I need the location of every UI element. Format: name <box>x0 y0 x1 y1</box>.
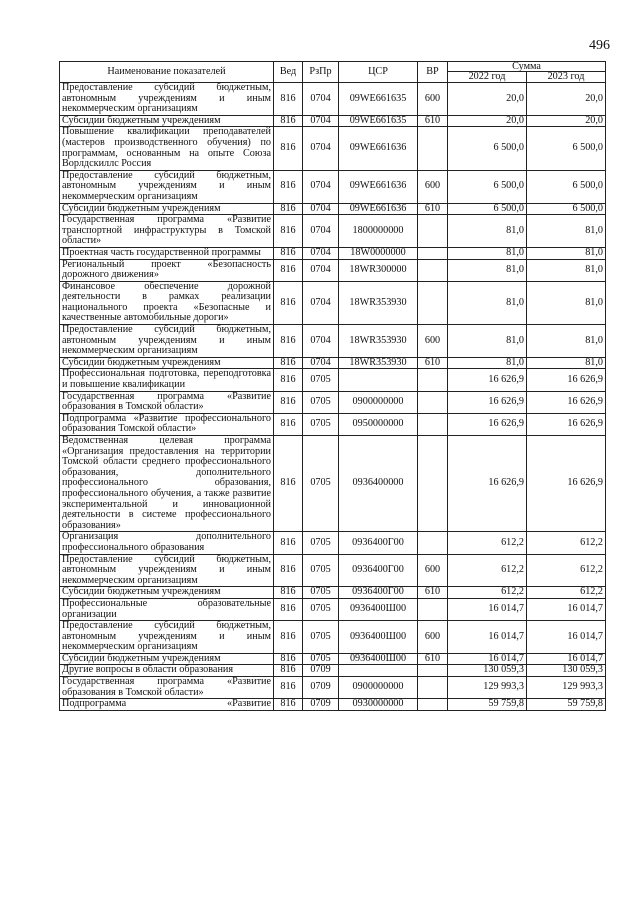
table-row <box>60 215 606 248</box>
cell-vr: 610 <box>418 653 448 665</box>
cell-csr: 0936400Ш00 <box>339 598 418 620</box>
cell-vr: 600 <box>418 554 448 587</box>
cell-vr: 600 <box>418 170 448 203</box>
cell-name: Субсидии бюджетным учреждениям <box>60 203 274 215</box>
cell-rzpr: 0709 <box>303 665 339 677</box>
cell-csr: 0930000000 <box>339 699 418 711</box>
cell-ved: 816 <box>274 115 303 127</box>
cell-sum-2022: 16 014,7 <box>448 598 527 620</box>
table-row <box>60 391 606 413</box>
cell-name: Повышение квалификации преподавателей (мастеров производственного обучения) по программам, основанным на опыте Союза Ворлдскиллс Россия <box>60 127 274 170</box>
cell-vr <box>418 665 448 677</box>
cell-sum-2022: 130 059,3 <box>448 665 527 677</box>
cell-sum-2022: 16 626,9 <box>448 391 527 413</box>
cell-rzpr: 0704 <box>303 215 339 248</box>
cell-name: Предоставление субсидий бюджетным, автономным учреждениям и иным некоммерческим организациям <box>60 621 274 654</box>
cell-ved: 816 <box>274 391 303 413</box>
cell-ved: 816 <box>274 436 303 532</box>
table-row <box>60 325 606 358</box>
cell-sum-2022: 16 014,7 <box>448 621 527 654</box>
header-rzpr: РзПр <box>303 62 339 83</box>
header-csr: ЦСР <box>339 62 418 83</box>
cell-sum-2023: 16 626,9 <box>527 391 606 413</box>
cell-rzpr: 0704 <box>303 127 339 170</box>
cell-name: Региональный проект «Безопасность дорожного движения» <box>60 259 274 281</box>
cell-sum-2023: 6 500,0 <box>527 203 606 215</box>
cell-ved: 816 <box>274 653 303 665</box>
cell-sum-2022: 16 626,9 <box>448 369 527 391</box>
table-row <box>60 83 606 116</box>
cell-ved: 816 <box>274 203 303 215</box>
table-row <box>60 554 606 587</box>
cell-ved: 816 <box>274 357 303 369</box>
cell-name: Предоставление субсидий бюджетным, автономным учреждениям и иным некоммерческим организациям <box>60 83 274 116</box>
cell-vr <box>418 281 448 324</box>
cell-ved: 816 <box>274 621 303 654</box>
cell-name: Финансовое обеспечение дорожной деятельности в рамках реализации национального проекта «Безопасные и качественные автомобильные дороги» <box>60 281 274 324</box>
table-header <box>60 62 606 83</box>
header-year-2022: 2022 год <box>448 72 527 83</box>
cell-vr <box>418 532 448 554</box>
table-row <box>60 587 606 599</box>
cell-ved: 816 <box>274 127 303 170</box>
cell-sum-2023: 16 626,9 <box>527 369 606 391</box>
cell-vr <box>418 436 448 532</box>
cell-name: Подпрограмма «Развитие профессионального образования Томской области» <box>60 413 274 435</box>
cell-rzpr: 0704 <box>303 170 339 203</box>
table-row <box>60 413 606 435</box>
cell-rzpr: 0704 <box>303 115 339 127</box>
cell-csr <box>339 665 418 677</box>
cell-sum-2022: 20,0 <box>448 115 527 127</box>
cell-ved: 816 <box>274 598 303 620</box>
cell-name: Субсидии бюджетным учреждениям <box>60 587 274 599</box>
cell-ved: 816 <box>274 215 303 248</box>
cell-sum-2022: 612,2 <box>448 587 527 599</box>
cell-vr <box>418 598 448 620</box>
cell-vr <box>418 413 448 435</box>
table-row <box>60 247 606 259</box>
cell-csr: 09WE661636 <box>339 127 418 170</box>
cell-sum-2023: 81,0 <box>527 215 606 248</box>
cell-csr: 09WE661636 <box>339 203 418 215</box>
cell-csr: 1800000000 <box>339 215 418 248</box>
table-body <box>60 83 606 711</box>
cell-rzpr: 0705 <box>303 532 339 554</box>
cell-sum-2023: 20,0 <box>527 83 606 116</box>
cell-sum-2022: 81,0 <box>448 325 527 358</box>
page-number: 496 <box>589 38 610 53</box>
cell-sum-2023: 81,0 <box>527 281 606 324</box>
cell-name: Государственная программа «Развитие транспортной инфраструктуры в Томской области» <box>60 215 274 248</box>
table-row <box>60 115 606 127</box>
table-row <box>60 665 606 677</box>
cell-rzpr: 0705 <box>303 598 339 620</box>
cell-csr: 0900000000 <box>339 391 418 413</box>
cell-ved: 816 <box>274 665 303 677</box>
header-ved: Вед <box>274 62 303 83</box>
cell-sum-2023: 81,0 <box>527 259 606 281</box>
table-row <box>60 369 606 391</box>
table-row <box>60 281 606 324</box>
cell-sum-2023: 81,0 <box>527 357 606 369</box>
cell-rzpr: 0705 <box>303 413 339 435</box>
table-row <box>60 259 606 281</box>
cell-rzpr: 0704 <box>303 281 339 324</box>
cell-csr: 0936400Ш00 <box>339 653 418 665</box>
cell-name: Ведомственная целевая программа «Организация предоставления на территории Томской области среднего профессионального образования, дополнительного профессионального образования, профессионального обучения, а также развитие экспериментальной и инновационной деятельности в системе профессионального образования» <box>60 436 274 532</box>
cell-ved: 816 <box>274 281 303 324</box>
cell-rzpr: 0704 <box>303 259 339 281</box>
cell-vr: 610 <box>418 203 448 215</box>
cell-sum-2022: 81,0 <box>448 281 527 324</box>
cell-csr: 09WE661635 <box>339 115 418 127</box>
cell-sum-2023: 612,2 <box>527 532 606 554</box>
cell-vr <box>418 127 448 170</box>
cell-rzpr: 0704 <box>303 357 339 369</box>
cell-sum-2022: 20,0 <box>448 83 527 116</box>
table-row <box>60 170 606 203</box>
cell-csr: 09WE661635 <box>339 83 418 116</box>
cell-name: Государственная программа «Развитие образования в Томской области» <box>60 677 274 699</box>
cell-rzpr: 0709 <box>303 699 339 711</box>
cell-csr: 09WE661636 <box>339 170 418 203</box>
cell-csr: 0950000000 <box>339 413 418 435</box>
cell-csr: 0936400000 <box>339 436 418 532</box>
cell-vr: 610 <box>418 357 448 369</box>
cell-sum-2023: 81,0 <box>527 325 606 358</box>
cell-name: Субсидии бюджетным учреждениям <box>60 653 274 665</box>
header-vr: ВР <box>418 62 448 83</box>
cell-vr <box>418 699 448 711</box>
cell-vr <box>418 677 448 699</box>
cell-sum-2023: 16 626,9 <box>527 436 606 532</box>
cell-ved: 816 <box>274 259 303 281</box>
table-row <box>60 621 606 654</box>
cell-sum-2022: 129 993,3 <box>448 677 527 699</box>
cell-rzpr: 0705 <box>303 621 339 654</box>
cell-name: Профессиональные образовательные организации <box>60 598 274 620</box>
cell-ved: 816 <box>274 325 303 358</box>
cell-csr: 18WR353930 <box>339 357 418 369</box>
cell-csr: 0936400Г00 <box>339 532 418 554</box>
cell-sum-2022: 6 500,0 <box>448 127 527 170</box>
cell-sum-2022: 16 626,9 <box>448 436 527 532</box>
cell-vr: 600 <box>418 325 448 358</box>
cell-csr: 0936400Г00 <box>339 554 418 587</box>
table-row <box>60 532 606 554</box>
cell-rzpr: 0705 <box>303 391 339 413</box>
cell-sum-2022: 612,2 <box>448 532 527 554</box>
cell-sum-2023: 6 500,0 <box>527 170 606 203</box>
cell-sum-2023: 81,0 <box>527 247 606 259</box>
cell-sum-2022: 81,0 <box>448 259 527 281</box>
cell-sum-2023: 612,2 <box>527 554 606 587</box>
cell-csr <box>339 369 418 391</box>
cell-sum-2023: 130 059,3 <box>527 665 606 677</box>
cell-csr: 0936400Г00 <box>339 587 418 599</box>
cell-vr <box>418 259 448 281</box>
cell-csr: 0900000000 <box>339 677 418 699</box>
cell-name: Другие вопросы в области образования <box>60 665 274 677</box>
cell-rzpr: 0705 <box>303 653 339 665</box>
cell-vr <box>418 391 448 413</box>
cell-rzpr: 0704 <box>303 203 339 215</box>
cell-sum-2022: 59 759,8 <box>448 699 527 711</box>
cell-ved: 816 <box>274 369 303 391</box>
cell-ved: 816 <box>274 170 303 203</box>
cell-ved: 816 <box>274 247 303 259</box>
cell-sum-2022: 6 500,0 <box>448 170 527 203</box>
cell-name: Предоставление субсидий бюджетным, автономным учреждениям и иным некоммерческим организациям <box>60 325 274 358</box>
cell-ved: 816 <box>274 83 303 116</box>
cell-sum-2022: 6 500,0 <box>448 203 527 215</box>
cell-name: Субсидии бюджетным учреждениям <box>60 115 274 127</box>
cell-vr: 600 <box>418 83 448 116</box>
cell-ved: 816 <box>274 677 303 699</box>
cell-name: Профессиональная подготовка, переподготовка и повышение квалификации <box>60 369 274 391</box>
cell-ved: 816 <box>274 554 303 587</box>
table-row <box>60 357 606 369</box>
cell-rzpr: 0709 <box>303 677 339 699</box>
cell-vr <box>418 369 448 391</box>
cell-sum-2022: 81,0 <box>448 357 527 369</box>
cell-name: Государственная программа «Развитие образования в Томской области» <box>60 391 274 413</box>
cell-sum-2022: 612,2 <box>448 554 527 587</box>
cell-vr: 600 <box>418 621 448 654</box>
table-row <box>60 127 606 170</box>
cell-rzpr: 0704 <box>303 325 339 358</box>
cell-ved: 816 <box>274 699 303 711</box>
cell-sum-2023: 6 500,0 <box>527 127 606 170</box>
cell-sum-2023: 59 759,8 <box>527 699 606 711</box>
cell-name: Субсидии бюджетным учреждениям <box>60 357 274 369</box>
cell-rzpr: 0705 <box>303 587 339 599</box>
cell-sum-2023: 129 993,3 <box>527 677 606 699</box>
cell-sum-2023: 16 014,7 <box>527 621 606 654</box>
cell-vr <box>418 247 448 259</box>
cell-sum-2022: 81,0 <box>448 247 527 259</box>
cell-csr: 18WR300000 <box>339 259 418 281</box>
cell-ved: 816 <box>274 413 303 435</box>
cell-sum-2023: 16 014,7 <box>527 598 606 620</box>
table-row <box>60 203 606 215</box>
cell-name: Проектная часть государственной программы <box>60 247 274 259</box>
header-year-2023: 2023 год <box>527 72 606 83</box>
cell-rzpr: 0705 <box>303 436 339 532</box>
cell-ved: 816 <box>274 532 303 554</box>
cell-rzpr: 0705 <box>303 369 339 391</box>
cell-ved: 816 <box>274 587 303 599</box>
cell-rzpr: 0705 <box>303 554 339 587</box>
budget-table <box>59 61 606 711</box>
cell-rzpr: 0704 <box>303 83 339 116</box>
cell-csr: 18WR353930 <box>339 281 418 324</box>
cell-name: Организация дополнительного профессионального образования <box>60 532 274 554</box>
cell-csr: 0936400Ш00 <box>339 621 418 654</box>
cell-sum-2023: 16 014,7 <box>527 653 606 665</box>
header-name: Наименование показателей <box>60 62 274 83</box>
cell-name: Предоставление субсидий бюджетным, автономным учреждениям и иным некоммерческим организациям <box>60 554 274 587</box>
cell-sum-2023: 612,2 <box>527 587 606 599</box>
cell-sum-2022: 16 626,9 <box>448 413 527 435</box>
table-row <box>60 436 606 532</box>
cell-name: Предоставление субсидий бюджетным, автономным учреждениям и иным некоммерческим организациям <box>60 170 274 203</box>
cell-csr: 18W0000000 <box>339 247 418 259</box>
cell-vr <box>418 215 448 248</box>
cell-name: Подпрограмма «Развитие <box>60 699 274 711</box>
table-row <box>60 677 606 699</box>
cell-sum-2022: 81,0 <box>448 215 527 248</box>
cell-vr: 610 <box>418 115 448 127</box>
table-row <box>60 598 606 620</box>
header-sum: Сумма <box>448 62 606 72</box>
table-row <box>60 699 606 711</box>
cell-sum-2023: 16 626,9 <box>527 413 606 435</box>
table-row <box>60 653 606 665</box>
cell-vr: 610 <box>418 587 448 599</box>
cell-sum-2023: 20,0 <box>527 115 606 127</box>
cell-csr: 18WR353930 <box>339 325 418 358</box>
cell-sum-2022: 16 014,7 <box>448 653 527 665</box>
cell-rzpr: 0704 <box>303 247 339 259</box>
